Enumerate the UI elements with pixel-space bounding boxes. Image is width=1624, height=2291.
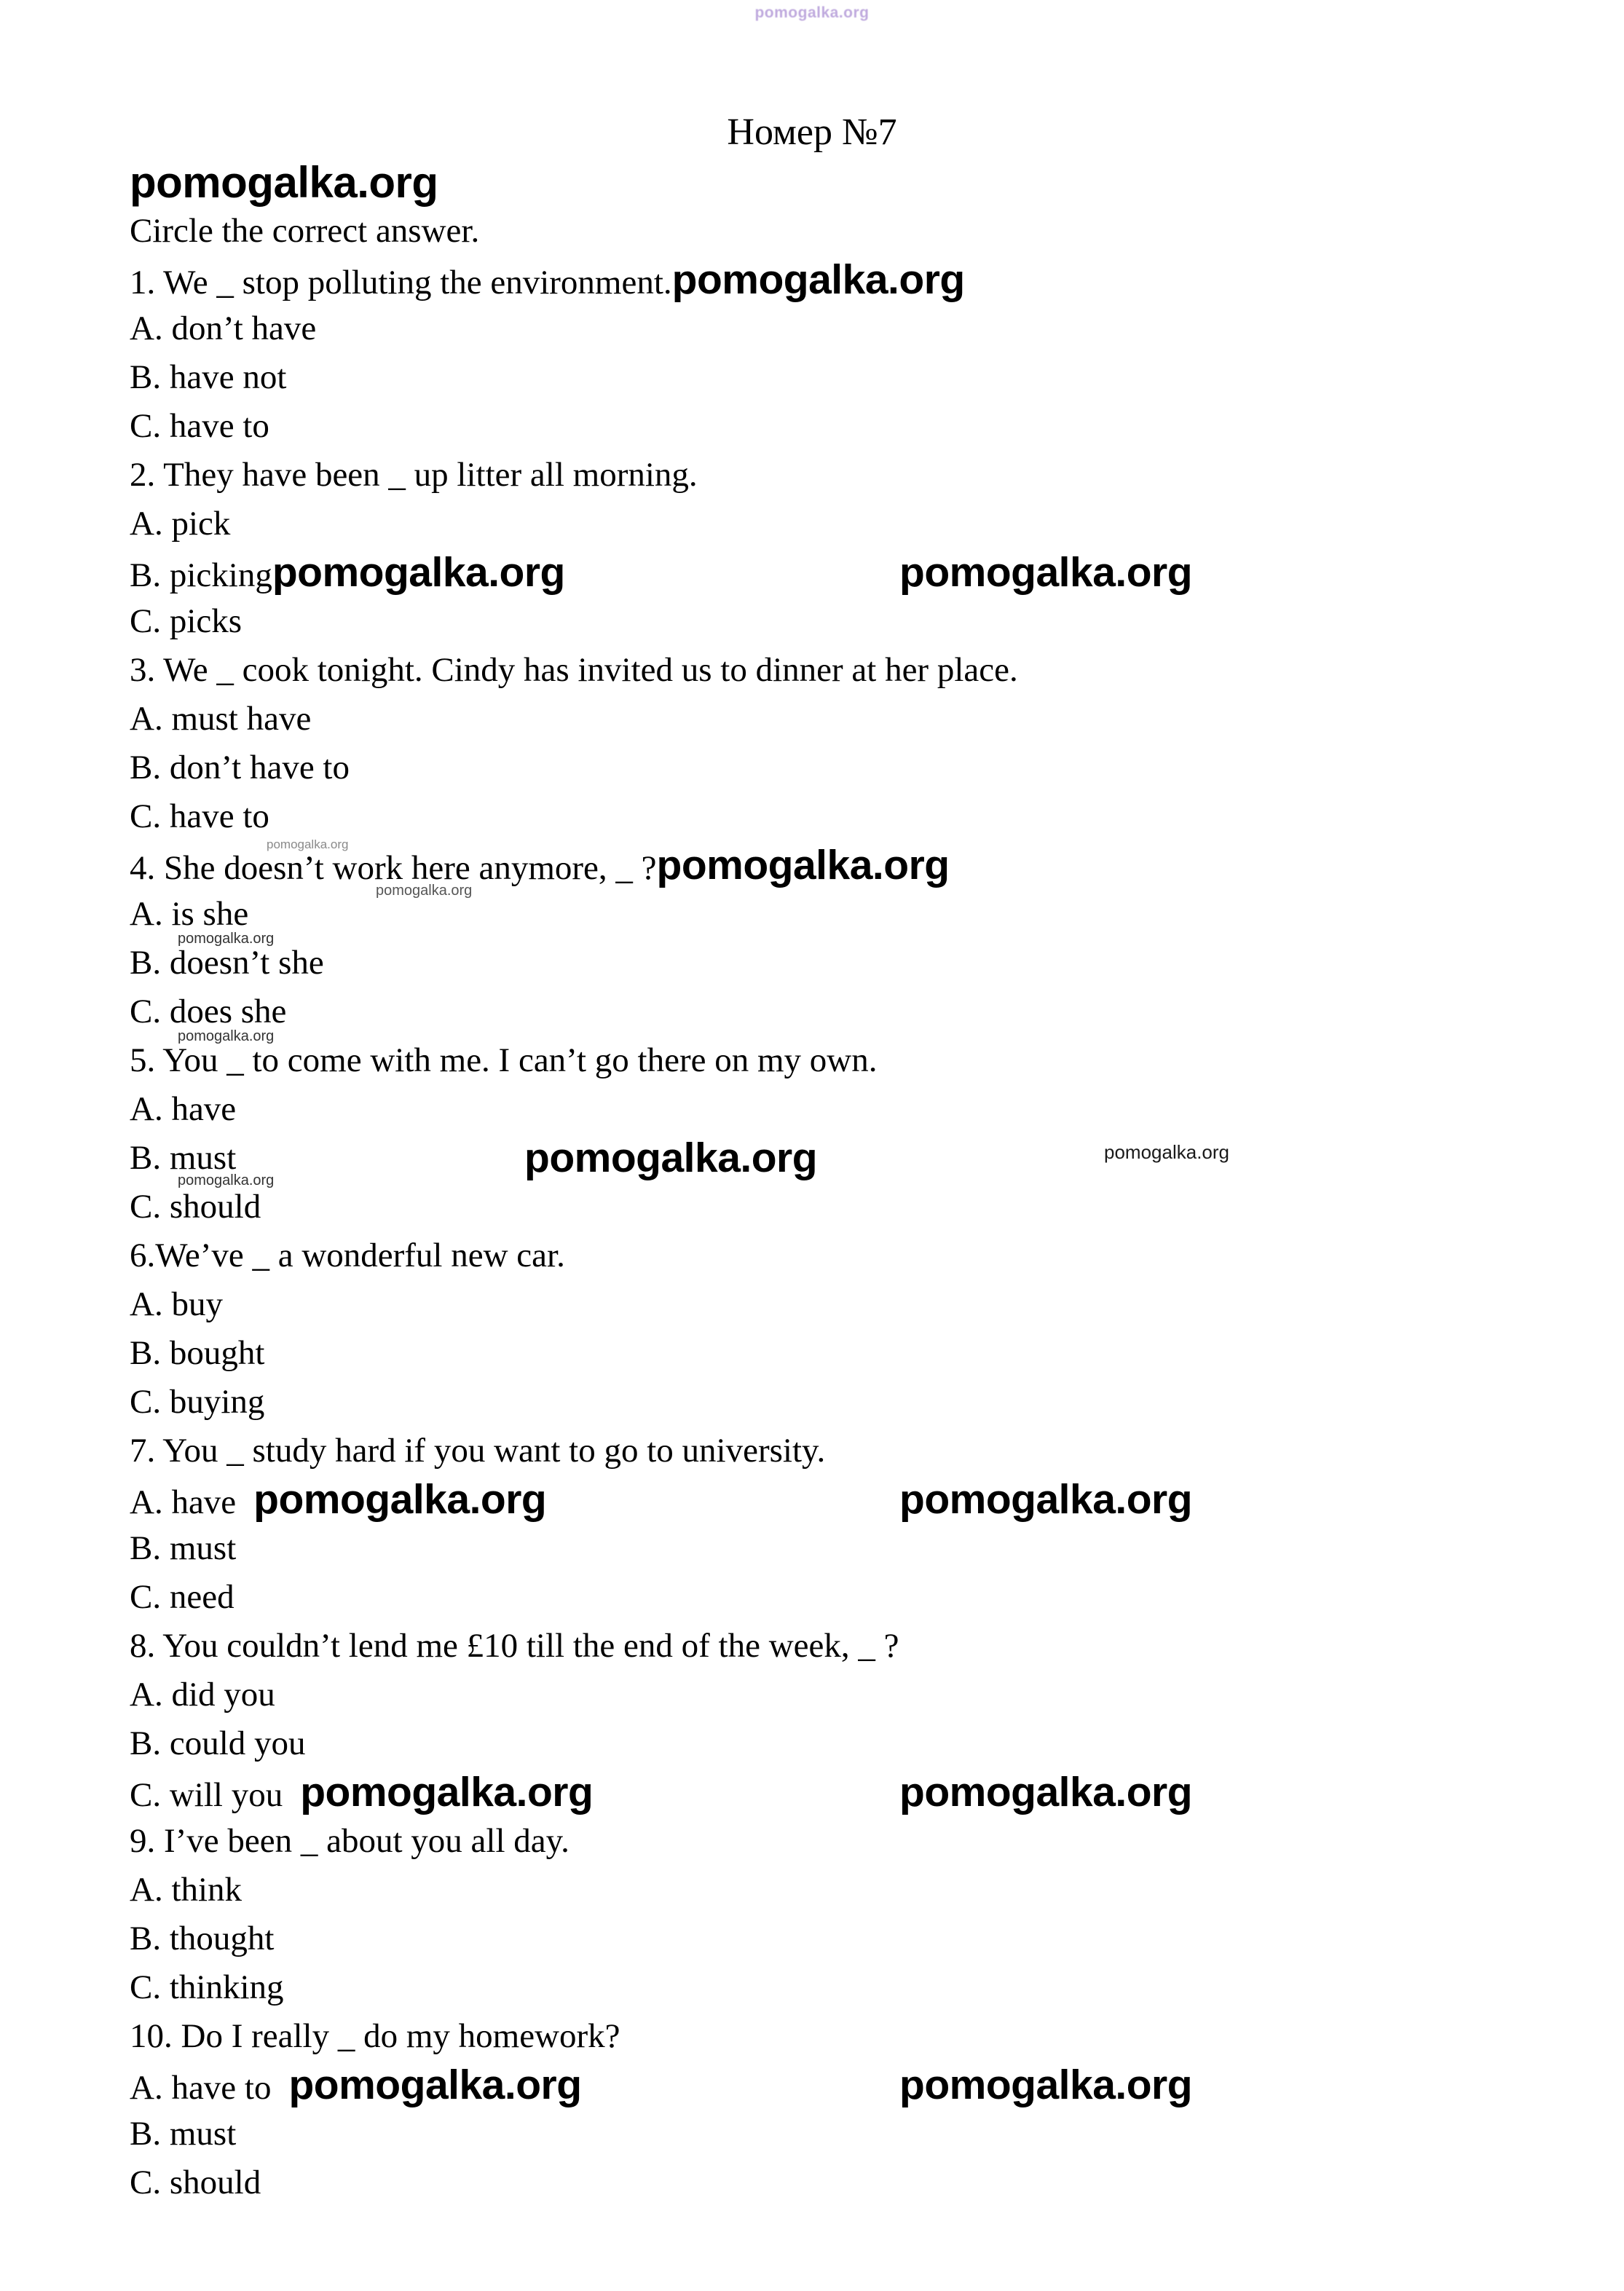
text-segment: C. thinking <box>130 1968 284 2006</box>
option-10-a <box>130 2061 1624 2110</box>
option-4-a <box>130 890 1624 939</box>
text-segment: A. have <box>130 1090 237 1128</box>
watermark-text: pomogalka.org <box>656 842 950 888</box>
question-2 <box>130 451 1624 500</box>
option-2-a <box>130 500 1624 548</box>
text-segment: B. don’t have to <box>130 749 350 786</box>
option-6-b <box>130 1329 1624 1378</box>
watermark-text: pomogalka.org <box>899 1476 1193 1523</box>
option-7-c <box>130 1573 1624 1622</box>
option-3-a <box>130 695 1624 744</box>
text-segment: B. must <box>130 2115 237 2153</box>
text-segment: C. need <box>130 1578 234 1616</box>
text-segment: B. must <box>130 1139 237 1177</box>
text-segment: B. could you <box>130 1724 306 1762</box>
option-7-b <box>130 1524 1624 1573</box>
tiny-watermark: pomogalka.org <box>178 1172 275 1188</box>
text-segment: 2. They have been _ up litter all morning. <box>130 456 698 494</box>
text-segment: 8. You couldn’t lend me £10 till the end of the week, _ ? <box>130 1627 899 1665</box>
watermark-text: pomogalka.org <box>288 2062 582 2108</box>
text-segment: C. have to <box>130 797 269 835</box>
watermark-text: pomogalka.org <box>899 1769 1193 1815</box>
tiny-watermark: pomogalka.org <box>376 883 473 899</box>
option-4-c <box>130 987 1624 1036</box>
watermark-text: pomogalka.org <box>253 1476 547 1523</box>
option-3-b <box>130 744 1624 792</box>
text-segment: A. is she <box>130 895 249 933</box>
watermark-text: pomogalka.org <box>130 158 438 207</box>
option-7-a <box>130 1475 1624 1524</box>
question-4 <box>130 841 1624 890</box>
watermark-text: pomogalka.org <box>899 2062 1193 2108</box>
option-8-c <box>130 1768 1624 1817</box>
brand-header <box>130 158 1624 207</box>
option-6-c <box>130 1378 1624 1427</box>
option-2-b <box>130 548 1624 597</box>
watermark-text: pomogalka.org <box>899 549 1193 596</box>
option-1-c <box>130 402 1624 451</box>
text-segment: A. buy <box>130 1285 223 1323</box>
option-9-c <box>130 1963 1624 2012</box>
question-5 <box>130 1036 1624 1085</box>
option-8-a <box>130 1671 1624 1719</box>
top-watermark: pomogalka.org <box>754 4 870 21</box>
question-7 <box>130 1427 1624 1475</box>
text-segment: A. have <box>130 1483 237 1521</box>
option-4-b <box>130 939 1624 987</box>
question-1 <box>130 256 1624 304</box>
tiny-watermark: pomogalka.org <box>267 837 349 851</box>
text-segment: A. don’t have <box>130 309 317 347</box>
question-9 <box>130 1817 1624 1866</box>
text-segment: C. should <box>130 2164 261 2201</box>
text-segment: A. think <box>130 1871 243 1909</box>
option-1-a <box>130 304 1624 353</box>
option-3-c <box>130 792 1624 841</box>
instruction <box>130 207 1624 256</box>
option-2-c <box>130 597 1624 646</box>
question-3 <box>130 646 1624 695</box>
text-segment: Circle the correct answer. <box>130 212 480 250</box>
watermark-text: pomogalka.org <box>1104 1141 1229 1163</box>
watermark-text: pomogalka.org <box>671 256 965 303</box>
text-segment: 4. She doesn’t work here anymore, _ ? <box>130 849 657 887</box>
text-segment: B. thought <box>130 1920 275 1957</box>
text-segment: A. have to <box>130 2069 272 2107</box>
watermark-text: pomogalka.org <box>272 549 565 596</box>
text-segment: 6.We’ve _ a wonderful new car. <box>130 1237 565 1274</box>
text-segment: C. picks <box>130 602 243 640</box>
text-segment: B. bought <box>130 1334 265 1372</box>
option-8-b <box>130 1719 1624 1768</box>
text-segment: B. have not <box>130 358 287 396</box>
text-segment: C. does she <box>130 993 287 1030</box>
text-segment: 7. You _ study hard if you want to go to university. <box>130 1432 826 1470</box>
watermark-text: pomogalka.org <box>300 1769 594 1815</box>
question-6 <box>130 1231 1624 1280</box>
option-10-c <box>130 2158 1624 2207</box>
page-title: Номер №7 <box>727 111 897 153</box>
text-segment: 10. Do I really _ do my homework? <box>130 2017 620 2055</box>
text-segment: B. picking <box>130 556 272 594</box>
option-5-b <box>130 1134 1624 1183</box>
text-segment: 9. I’ve been _ about you all day. <box>130 1822 569 1860</box>
text-segment: B. doesn’t she <box>130 944 324 982</box>
text-segment: B. must <box>130 1529 237 1567</box>
tiny-watermark: pomogalka.org <box>178 931 275 947</box>
option-10-b <box>130 2110 1624 2158</box>
text-segment: 1. We _ stop polluting the environment. <box>130 264 672 301</box>
text-segment: 3. We _ cook tonight. Cindy has invited us to dinner at her place. <box>130 651 1018 689</box>
text-segment: C. buying <box>130 1383 265 1421</box>
question-10 <box>130 2012 1624 2061</box>
option-1-b <box>130 353 1624 402</box>
text-segment: C. should <box>130 1188 261 1226</box>
text-segment: A. did you <box>130 1676 275 1714</box>
option-5-c <box>130 1183 1624 1231</box>
question-8 <box>130 1622 1624 1671</box>
text-segment: A. pick <box>130 505 231 543</box>
text-segment: 5. You _ to come with me. I can’t go there on my own. <box>130 1041 878 1079</box>
option-6-a <box>130 1280 1624 1329</box>
tiny-watermark: pomogalka.org <box>178 1028 275 1044</box>
watermark-text: pomogalka.org <box>524 1135 818 1181</box>
option-9-b <box>130 1915 1624 1963</box>
document-lines <box>130 158 1624 2207</box>
text-segment: C. will you <box>130 1776 283 1814</box>
option-9-a <box>130 1866 1624 1915</box>
option-5-a <box>130 1085 1624 1134</box>
text-segment: A. must have <box>130 700 312 738</box>
text-segment: C. have to <box>130 407 269 445</box>
